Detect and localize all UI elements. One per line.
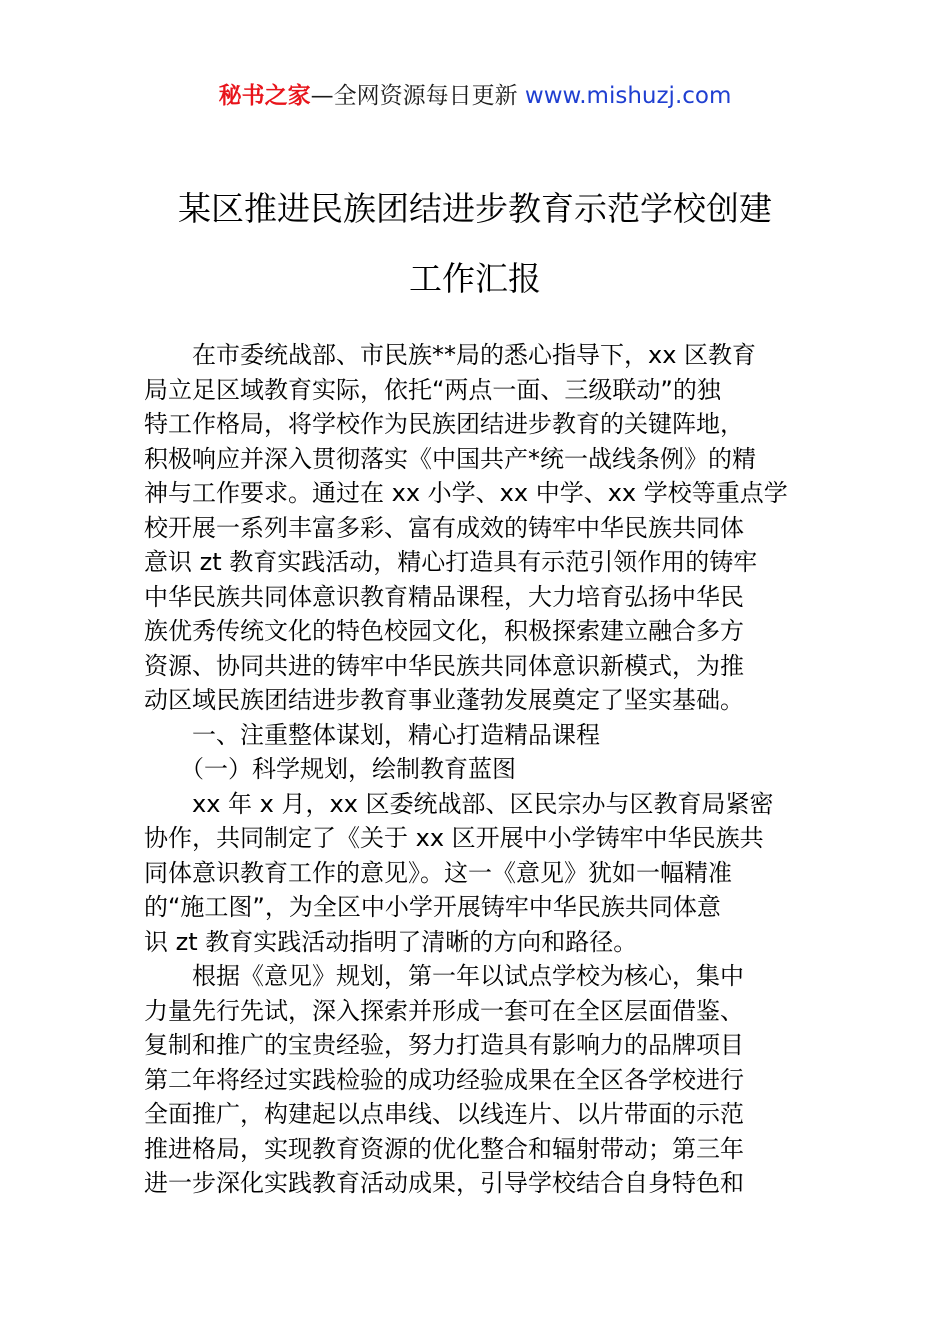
body-line: 第二年将经过实践检验的成功经验成果在全区各学校进行 [144,1065,744,1094]
site-url-link[interactable]: www.mishuzj.com [524,83,732,109]
body-line: 神与工作要求。通过在 xx 小学、xx 中学、xx 学校等重点学 [144,479,788,507]
body-line: 力量先行先试，深入探索并形成一套可在全区层面借鉴、 [144,996,744,1025]
body-line: 意识 zt 教育实践活动，精心打造具有示范引领作用的铸牢 [144,548,758,576]
document-body [144,338,808,1201]
body-line: 族优秀传统文化的特色校园文化，积极探索建立融合多方 [144,617,744,645]
body-line: 在市委统战部、市民族**局的悉心指导下，xx 区教育 [144,341,757,369]
body-line: 积极响应并深入贯彻落实《中国共产*统一战线条例》的精 [144,444,756,473]
site-brand: 秘书之家 [218,83,311,109]
body-line: 动区域民族团结进步教育事业蓬勃发展奠定了坚实基础。 [144,686,744,714]
body-line: 推进格局，实现教育资源的优化整合和辐射带动；第三年 [144,1134,744,1163]
body-line: 局立足区域教育实际，依托“两点一面、三级联动”的独 [144,375,721,404]
body-line: 根据《意见》规划，第一年以试点学校为核心，集中 [144,962,744,990]
body-line: 校开展一系列丰富多彩、富有成效的铸牢中华民族共同体 [144,513,744,542]
subsection-heading: （一）科学规划，绘制教育蓝图 [144,755,516,783]
site-tagline: —全网资源每日更新 [310,83,525,109]
document-title [0,174,950,314]
body-line: 复制和推广的宝贵经验，努力打造具有影响力的品牌项目 [144,1031,744,1059]
body-line: xx 年 x 月，xx 区委统战部、区民宗办与区教育局紧密 [144,789,774,818]
body-line: 中华民族共同体意识教育精品课程，大力培育弘扬中华民 [144,582,744,611]
body-line: 协作，共同制定了《关于 xx 区开展中小学铸牢中华民族共 [144,824,764,852]
body-line: 进一步深化实践教育活动成果，引导学校结合自身特色和 [144,1169,744,1197]
body-line: 全面推广，构建起以点串线、以线连片、以片带面的示范 [144,1100,744,1128]
section-heading: 一、注重整体谋划，精心打造精品课程 [144,720,600,749]
document-title-line-2: 工作汇报 [409,259,541,298]
body-line: 特工作格局，将学校作为民族团结进步教育的关键阵地， [144,410,744,438]
document-title-line-1: 某区推进民族团结进步教育示范学校创建 [178,189,772,228]
body-line: 同体意识教育工作的意见》。这一《意见》犹如一幅精准 [144,858,732,887]
body-line: 识 zt 教育实践活动指明了清晰的方向和路径。 [144,927,638,956]
body-line: 资源、协同共进的铸牢中华民族共同体意识新模式，为推 [144,651,744,680]
site-header [0,80,950,112]
body-line: 的“施工图”，为全区中小学开展铸牢中华民族共同体意 [144,893,721,921]
